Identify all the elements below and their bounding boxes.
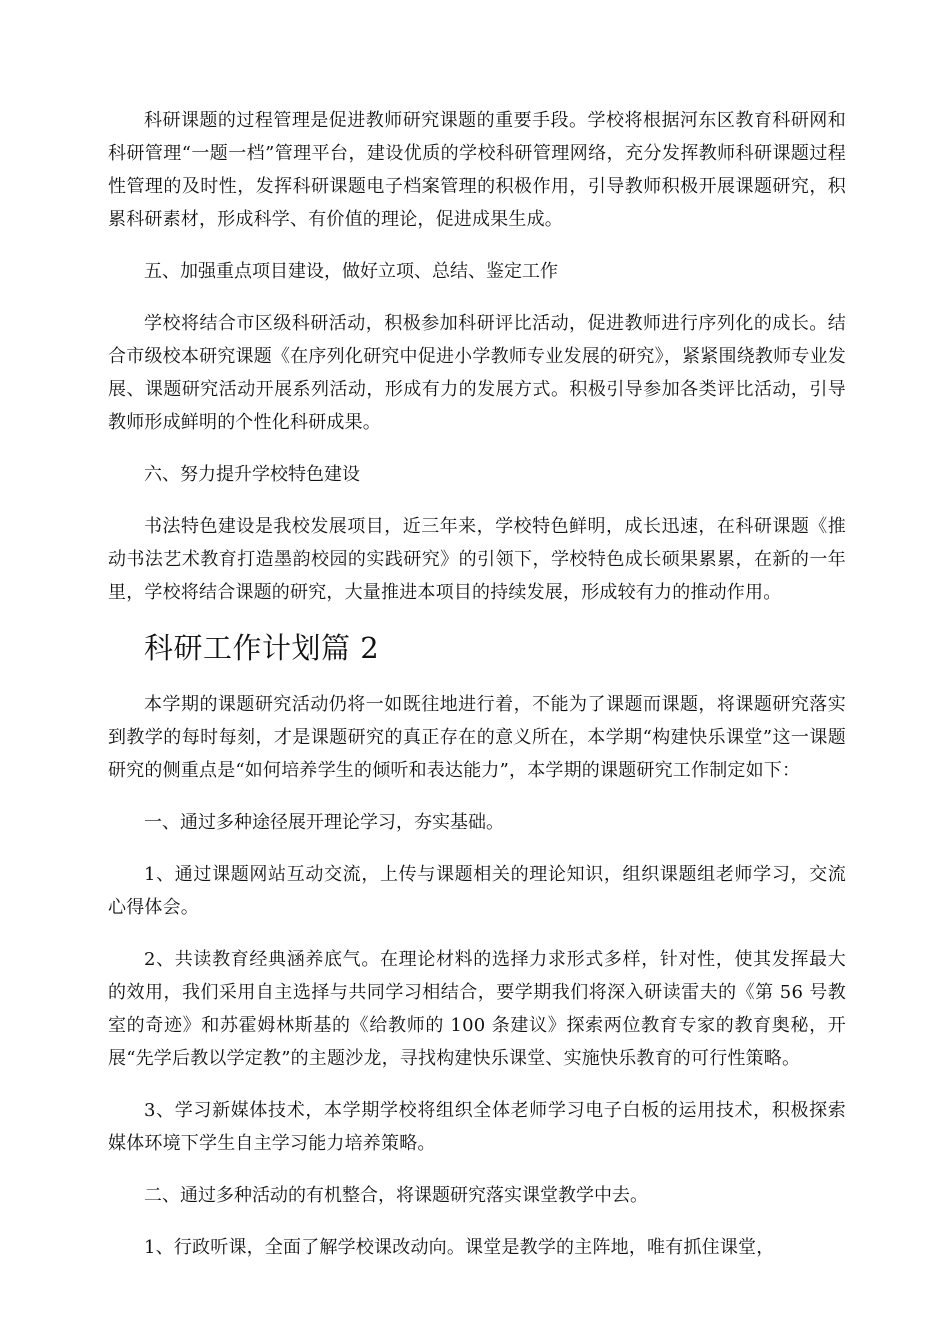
heading-activity-integration: 二、通过多种活动的有机整合，将课题研究落实课堂教学中去。 [144, 1185, 648, 1206]
paragraph-item-2: 2、共读教育经典涵养底气。在理论材料的选择力求形式多样，针对性，使其发挥最大的效用，我们采用自主选择与共同学习相结合，要学期我们将深入研读雷夫的《第 56 号教室的奇迹》和苏霍姆林斯基的《给教师的 100 条建议》探索两位教育专家的教育奥秘，开展“先学后教以学定教”的主题沙龙，寻找构建快乐课堂、实施快乐教育的可行性策略。 [108, 949, 846, 1069]
paragraph-admin-lesson: 1、行政听课，全面了解学校课改动向。课堂是教学的主阵地，唯有抓住课堂， [144, 1237, 775, 1258]
section-title-plan-2: 科研工作计划篇 2 [144, 631, 380, 665]
heading-section-six: 六、努力提升学校特色建设 [144, 464, 360, 485]
paragraph-calligraphy-feature: 书法特色建设是我校发展项目，近三年来，学校特色鲜明，成长迅速，在科研课题《推动书法艺术教育打造墨韵校园的实践研究》的引领下，学校特色成长硕果累累，在新的一年里，学校将结合课题的研究，大量推进本项目的持续发展，形成较有力的推动作用。 [108, 516, 846, 603]
heading-theory-study: 一、通过多种途径展开理论学习，夯实基础。 [144, 812, 504, 833]
document-page [108, 104, 846, 1283]
paragraph-item-3: 3、学习新媒体技术，本学期学校将组织全体老师学习电子白板的运用技术，积极探索媒体环境下学生自主学习能力培养策略。 [108, 1100, 846, 1154]
heading-section-five: 五、加强重点项目建设，做好立项、总结、鉴定工作 [144, 261, 558, 282]
paragraph-research-activities: 学校将结合市区级科研活动，积极参加科研评比活动，促进教师进行序列化的成长。结合市级校本研究课题《在序列化研究中促进小学教师专业发展的研究》，紧紧围绕教师专业发展、课题研究活动开展系列活动，形成有力的发展方式。积极引导参加各类评比活动，引导教师形成鲜明的个性化科研成果。 [108, 313, 846, 433]
paragraph-process-management: 科研课题的过程管理是促进教师研究课题的重要手段。学校将根据河东区教育科研网和科研管理“一题一档”管理平台，建设优质的学校科研管理网络，充分发挥教师科研课题过程性管理的及时性，发挥科研课题电子档案管理的积极作用，引导教师积极开展课题研究，积累科研素材，形成科学、有价值的理论，促进成果生成。 [108, 110, 846, 230]
paragraph-semester-intro: 本学期的课题研究活动仍将一如既往地进行着，不能为了课题而课题，将课题研究落实到教学的每时每刻，才是课题研究的真正存在的意义所在，本学期“构建快乐课堂”这一课题研究的侧重点是“如何培养学生的倾听和表达能力”，本学期的课题研究工作制定如下： [108, 694, 846, 781]
paragraph-item-1: 1、通过课题网站互动交流，上传与课题相关的理论知识，组织课题组老师学习，交流心得体会。 [108, 864, 846, 918]
